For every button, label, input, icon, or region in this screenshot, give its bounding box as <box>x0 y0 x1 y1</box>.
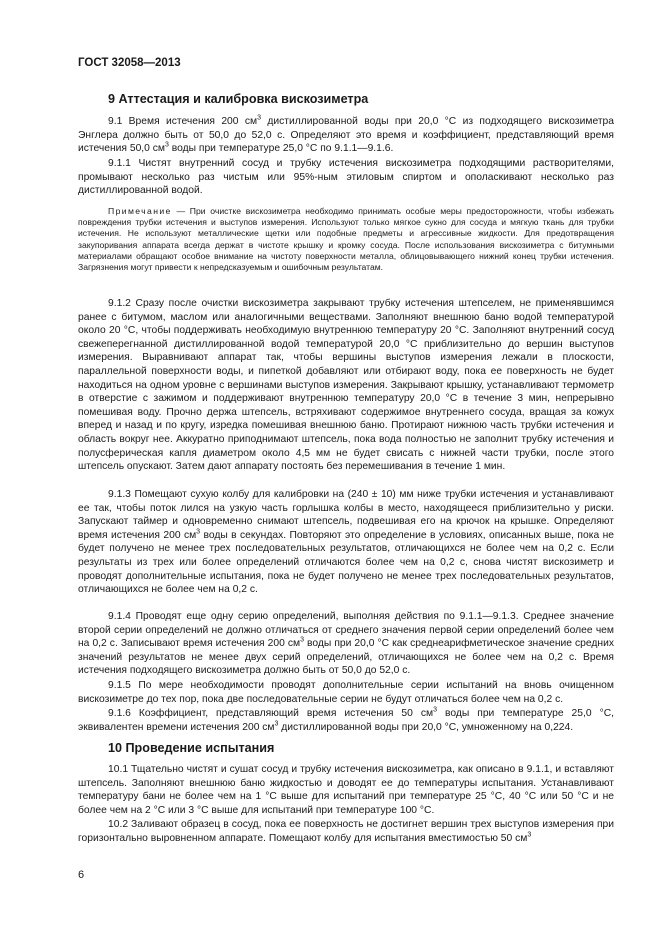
paragraph-10-2 <box>78 818 614 845</box>
text-span: воды при 20,0 °С как среднеарифметическое значение средних значений результатов не менее двух серий определений, отличающихся не более чем на 0,2 с. Время истечения подходящего вискозиметра должно быть от 50,0 до 52,0 с. <box>78 638 614 677</box>
text-span: 9.1 Время истечения 200 см <box>108 116 258 127</box>
text-span: 9.1.4 Проводят еще одну серию определений, выполняя действия по 9.1.1—9.1.3. Среднее значение второй серии определений не должно отличаться от среднего значения первой серии определений более чем на 0,2 с. Записывают время истечения 200 см <box>78 611 614 650</box>
document-header: ГОСТ 32058—2013 <box>78 57 181 69</box>
superscript: 3 <box>433 706 437 714</box>
paragraph-9-1-2: 9.1.2 Сразу после очистки вискозиметра закрывают трубку истечения штепселем, не применявшимся ранее с битумом, маслом или аналогичными веществами. Заполняют внешнюю баню водой температурой около 20 °С, чтобы поддерживать необходимую внутреннюю температуру 20 °С. Заполняют внутренний сосуд свежеперегнанной дистиллированной водой температурой 20,0 °С приблизительно до вершин выступов измерения. Выравнивают аппарат так, чтобы вершины выступов измерения лежали в плоскости, параллельной поверхности воды, и пипеткой добавляют или отбирают воду, пока ее поверхность не будет находиться на одном уровне с вершинами выступов измерения. Закрывают крышку, устанавливают термометр в отверстие с зажимом и поддерживают внутреннюю температуру 20,0 °С в течение 3 мин, непрерывно помешивая воду. Прочно держа штепсель, встряхивают содержимое внутреннего сосуда, вращая за кожух вперед и назад и по кругу, изредка помешивая внешнюю баню. Протирают нижнюю часть трубки истечения и область вокруг нее. Аккуратно приподнимают штепсель, пока вода полностью не заполнит трубку истечения и полусферическая капля диаметром около 4,5 мм не будет свисать с нижней части трубки, после этого штепсель опускают. Затем дают аппарату постоять без перемешивания в течение 1 мин. <box>78 298 614 473</box>
text-span: 10.2 Заливают образец в сосуд, пока ее поверхность не достигнет вершин трех выступов измерения при горизонтально выровненном аппарате. Помещают колбу для испытания вместимостью 50 см <box>78 819 614 844</box>
paragraph-9-1 <box>78 115 614 156</box>
section-9-heading: 9 Аттестация и калибровка вискозиметра <box>108 92 369 106</box>
note <box>78 206 614 273</box>
superscript: 3 <box>196 528 201 536</box>
superscript: 3 <box>164 141 169 149</box>
page-number: 6 <box>78 869 85 881</box>
text-span: воды при температуре 25,0 °С, эквивалентен времени истечения 200 см <box>78 708 614 733</box>
paragraph-9-1-1: 9.1.1 Чистят внутренний сосуд и трубку истечения вискозиметра подходящими растворителями, промывают несколько раз чистым или 95%-ным этиловым спиртом и ополаскивают несколько раз дистиллированной водой. <box>78 158 614 197</box>
note-text: — При очистке вискозиметра необходимо принимать особые меры предосторожности, чтобы избежать повреждения трубки истечения и выступов измерения. Используют только мягкое сукно для сосуда и мягкую ткань для трубки истечения. Не используют металлические щетки или подобные предметы и агрессивные жидкости. Для предотвращения закупоривания аппарата всегда держат в чистоте крышку и кромку сосуда. После использования вискозиметра с битумными материалами обращают особое внимание на чистоту поверхности металла, облицовывающего нижний конец трубки истечения. Загрязнения могут привести к непредсказуемым и ошибочным результатам. <box>78 206 614 273</box>
superscript: 3 <box>257 114 262 122</box>
text-span: дистиллированной воды при 20,0 °С, умноженному на 0,224. <box>278 721 574 733</box>
text-span: 9.1.3 Помещают сухую колбу для калибровки на (240 ± 10) мм ниже трубки истечения и устанавливают ее так, чтобы поток лился на узкую часть горлышка колбы в место, находящееся приблизительно у риски. Запускают таймер и одновременно снимают штепсель, подвешивая его на крючок на крышке. Определяют время истечения 200 см <box>78 489 614 541</box>
superscript: 3 <box>527 831 532 839</box>
paragraph-9-1-3 <box>78 488 614 597</box>
note-label: Примечание <box>108 206 172 216</box>
superscript: 3 <box>300 636 304 644</box>
text-span: воды в секундах. Повторяют это определение в условиях, описанных выше, пока не будет получено не менее трех последовательных результатов, отличающихся не более чем на 0,2 с. Если результаты из трех или более определений отличаются более чем на 0,2 с, снова чистят вискозиметр и проводят дополнительные испытания, пока не будет получено не менее трех последовательных результатов, отличающихся не более чем на 0,2 с. <box>78 529 614 596</box>
paragraph-10-1: 10.1 Тщательно чистят и сушат сосуд и трубку истечения вискозиметра, как описано в 9.1.1, и вставляют штепсель. Заполняют внешнюю баню жидкостью и доводят ее до температуры испытания. Устанавливают температуру бани не более чем на 1 °С выше для испытаний при температуре 25 °С, 40 °С или 50 °С и не более чем на 2 °С или 3 °С выше для испытаний при температуре 100 °С. <box>78 764 614 816</box>
text-span: 9.1.6 Коэффициент, представляющий время истечения 50 см <box>108 708 434 719</box>
section-10-heading: 10 Проведение испытания <box>108 741 275 755</box>
superscript: 3 <box>274 720 279 728</box>
paragraph-9-1-6 <box>78 707 614 734</box>
text-span: воды при температуре 25,0 °С по 9.1.1—9.1.6. <box>168 143 394 155</box>
paragraph-9-1-4 <box>78 610 614 678</box>
text-span: дистиллированной воды при 20,0 °С из подходящего вискозиметра Энглера должно быть от 50,0 до 52,0 с. Определяют это время и коэффициент, представляющий время истечения 50,0 см <box>78 116 614 155</box>
paragraph-9-1-5: 9.1.5 По мере необходимости проводят дополнительные серии испытаний на вновь очищенном вискозиметре до тех пор, пока две последовательные серии не будут отличаться более чем на 0,2 с. <box>78 680 614 705</box>
